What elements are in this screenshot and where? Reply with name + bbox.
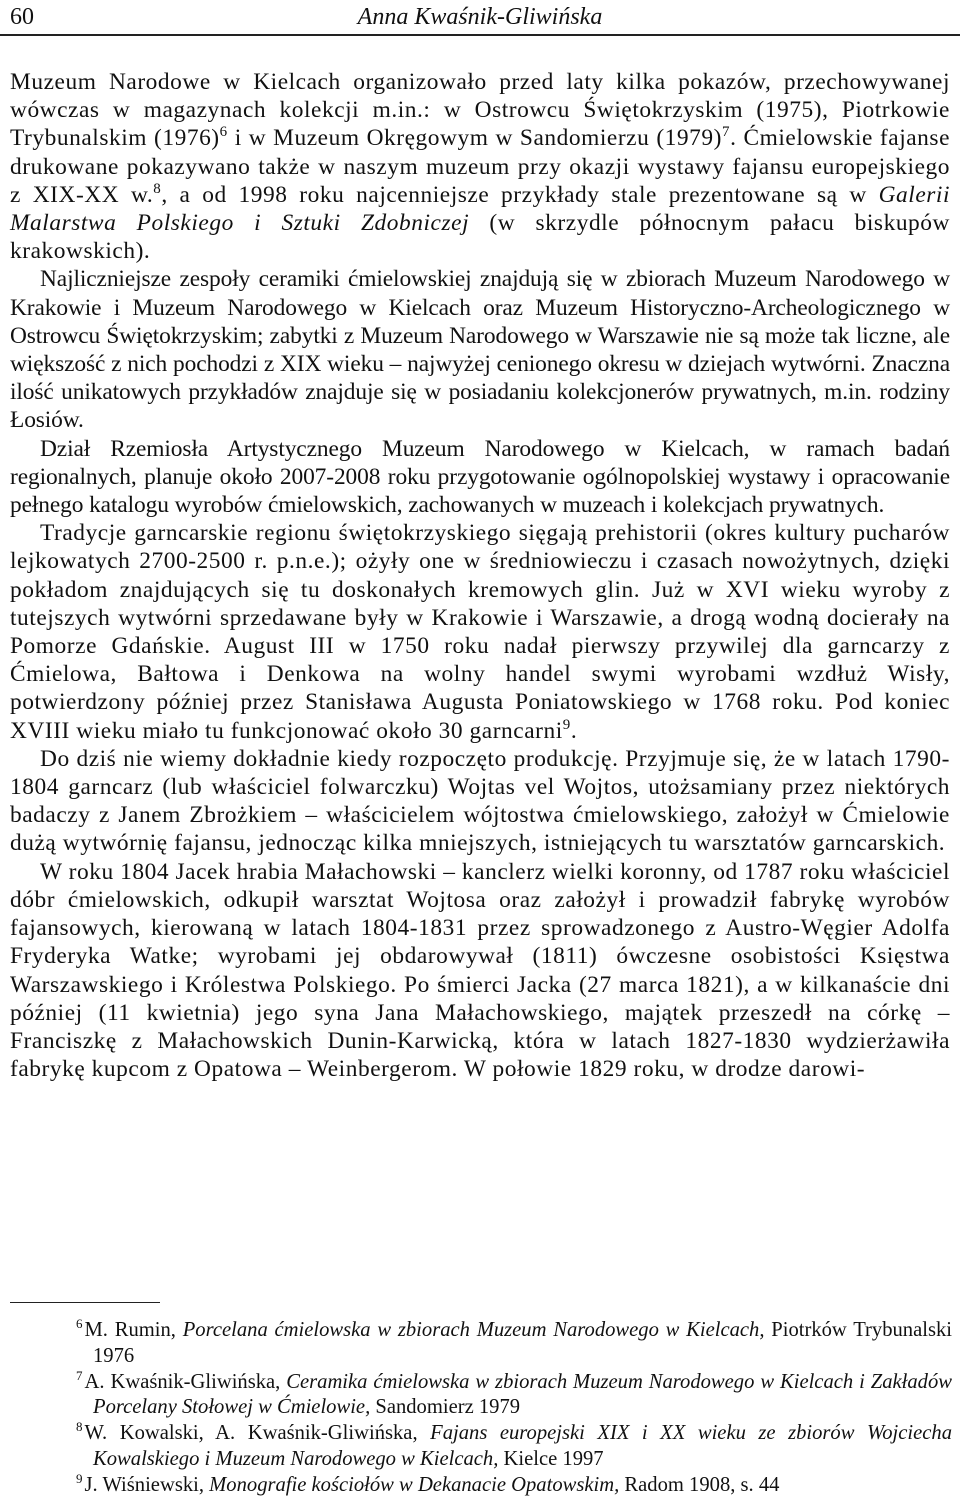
paragraph-6: W roku 1804 Jacek hrabia Małachowski – kanclerz wielki koronny, od 1787 roku właściciel dóbr ćmielowskich, odkupił warsztat Wojtosa oraz założył i prowadził fabrykę wyrobów fajansowych, kierowaną w latach 1804-1831 przez sprowadzonego z Austro-Węgier Adolfa Fryderyka Watke; wyrobami jej obdarowywał (1811) ówczesne osobistości Księstwa Warszawskiego i Królestwa Polskiego. Po śmierci Jacka (27 marca 1821), a w kilkanaście dni później (11 kwietnia) jego syna Jana Małachowskiego, majątek przeszedł na córkę – Franciszkę z Małachowskich Dunin-Karwicką, która w latach 1827-1830 wydzierżawiła fabrykę kupcom z Opatowa – Weinbergerom. W połowie 1829 roku, w drodze darowi- bbox=[10, 858, 950, 1083]
footnote-ref-6: 6 bbox=[219, 124, 228, 141]
footnote-8 bbox=[76, 1421, 952, 1473]
footnote-author: A. Kwaśnik-Gliwińska, bbox=[84, 1370, 287, 1393]
footnote-tail: Radom 1908, s. 44 bbox=[619, 1473, 780, 1496]
italic-title: Galerii Malarstwa Polskiego i Sztuki Zdobniczej bbox=[10, 181, 951, 237]
footnote-title: Monografie kościołów w Dekanacie Opatowskim, bbox=[209, 1473, 620, 1496]
footnote-6 bbox=[76, 1318, 952, 1370]
text-run: . bbox=[570, 717, 578, 744]
text-run: Tradycje garncarskie regionu świętokrzyskiego sięgają prehistorii (okres kultury pucharów lejkowatych 2700-2500 r. p.n.e.); ożyły one w średniowieczu i czasach nowożytnych, dzięki pokładom znajdujących się tu doskonałych kremowych glin. Już w XVI wieku wyroby z tutejszych wytwórni sprzedawane były w Krakowie i Warszawie, a drogą wodną docierały na Pomorze Gdańskie. August III w 1750 roku nadał pierwszy przywilej dla garncarzy z Ćmielowa, Bałtowa i Denkowa na wolny handel swymi wyrobami wzdłuż Wisły, potwierdzony później przez Stanisława Augusta Poniatowskiego w 1768 roku. Pod koniec XVIII wieku miało tu funkcjonować około 30 garncarni bbox=[10, 520, 950, 744]
footnote-ref-7: 7 bbox=[722, 124, 731, 141]
footnote-number: 8 bbox=[76, 1419, 83, 1435]
footnote-ref-9: 9 bbox=[562, 716, 571, 733]
footnote-tail: Kielce 1997 bbox=[498, 1447, 604, 1470]
footnote-tail: Piotrków Trybunalski 1976 bbox=[93, 1319, 952, 1367]
paragraph-2: Najliczniejsze zespoły ceramiki ćmielowskiej znajdują się w zbiorach Muzeum Narodowego w Krakowie i Muzeum Narodowego w Kielcach oraz Muzeum Historyczno-Archeologicznego w Ostrowcu Świętokrzyskim; zabytki z Muzeum Narodowego w Warszawie nie są może tak liczne, ale większość z nich pochodzi z XIX wieku – najwyżej cenionego okresu w dziejach wytwórni. Znaczna ilość unikatowych przykładów znajduje się w posiadaniu kolekcjonerów prywatnych, m.in. rodziny Łosiów. bbox=[10, 266, 950, 434]
footnote-separator bbox=[10, 1302, 160, 1303]
paragraph-4 bbox=[10, 519, 950, 745]
footnote-author: W. Kowalski, A. Kwaśnik-Gliwińska, bbox=[84, 1422, 431, 1445]
text-run: , a od 1998 roku najcenniejsze przykłady stale prezentowane są w bbox=[161, 181, 879, 208]
footnote-number: 6 bbox=[76, 1316, 83, 1331]
footnote-7 bbox=[76, 1367, 952, 1422]
footnote-number: 7 bbox=[76, 1367, 83, 1383]
footnotes bbox=[76, 1318, 952, 1499]
footnote-number: 9 bbox=[76, 1470, 83, 1486]
running-title: Anna Kwaśnik-Gliwińska bbox=[357, 4, 603, 30]
page-number: 60 bbox=[10, 4, 34, 30]
footnote-ref-8: 8 bbox=[153, 180, 162, 197]
paragraph-1 bbox=[10, 68, 950, 265]
text-run: Muzeum Narodowe w Kielcach organizowało przed laty kilka pokazów, przechowywanej wówczas w magazynach kolekcji m.in.: w Ostrowcu Świętokrzyskim (1975), Piotrkowie Trybunalskim (1976) bbox=[10, 69, 950, 152]
paragraph-5: Do dziś nie wiemy dokładnie kiedy rozpoczęto produkcję. Przyjmuje się, że w latach 1790-1804 garncarz (lub właściciel folwarczku) Wojtas vel Wojtos, utożsamiany przez niektórych badaczy z Janem Zbrożkiem – właścicielem wójtostwa ćmielowskiego, założył w Ćmielowie dużą wytwórnię fajansu, jednocząc kilka mniejszych, istniejących tu warsztatów garncarskich. bbox=[10, 745, 950, 857]
text-run: i w Muzeum Okręgowym w Sandomierzu (1979) bbox=[227, 125, 722, 152]
paragraph-3: Dział Rzemiosła Artystycznego Muzeum Narodowego w Kielcach, w ramach badań regionalnych, planuje około 2007-2008 roku przygotowanie ogólnopolskiej wystawy i opracowanie pełnego katalogu wyrobów ćmielowskich, zachowanych w muzeach i kolekcjach prywatnych. bbox=[10, 435, 950, 519]
footnote-title: Porcelana ćmielowska w zbiorach Muzeum Narodowego w Kielcach, bbox=[182, 1319, 765, 1341]
footnote-tail: Sandomierz 1979 bbox=[370, 1396, 521, 1419]
footnote-title: Fajans europejski XIX i XX wieku ze zbiorów Wojciecha Kowalskiego i Muzeum Narodowego w Kielcach, bbox=[93, 1422, 952, 1470]
footnote-author: J. Wiśniewski, bbox=[84, 1473, 210, 1496]
text-run: (w skrzydle północnym pałacu biskupów krakowskich). bbox=[10, 210, 950, 265]
footnote-author: M. Rumin, bbox=[84, 1319, 183, 1341]
page-header bbox=[0, 2, 960, 36]
body-text bbox=[10, 68, 950, 1083]
footnote-title: Ceramika ćmielowska w zbiorach Muzeum Narodowego w Kielcach i Zakładów Porcelany Stołowej w Ćmielowie, bbox=[93, 1370, 952, 1419]
text-run: . Ćmielowskie fajanse drukowane pokazywano także w naszym muzeum przy okazji wystawy fajansu europejskiego z XIX-XX w. bbox=[10, 125, 950, 208]
footnote-9 bbox=[76, 1470, 952, 1499]
